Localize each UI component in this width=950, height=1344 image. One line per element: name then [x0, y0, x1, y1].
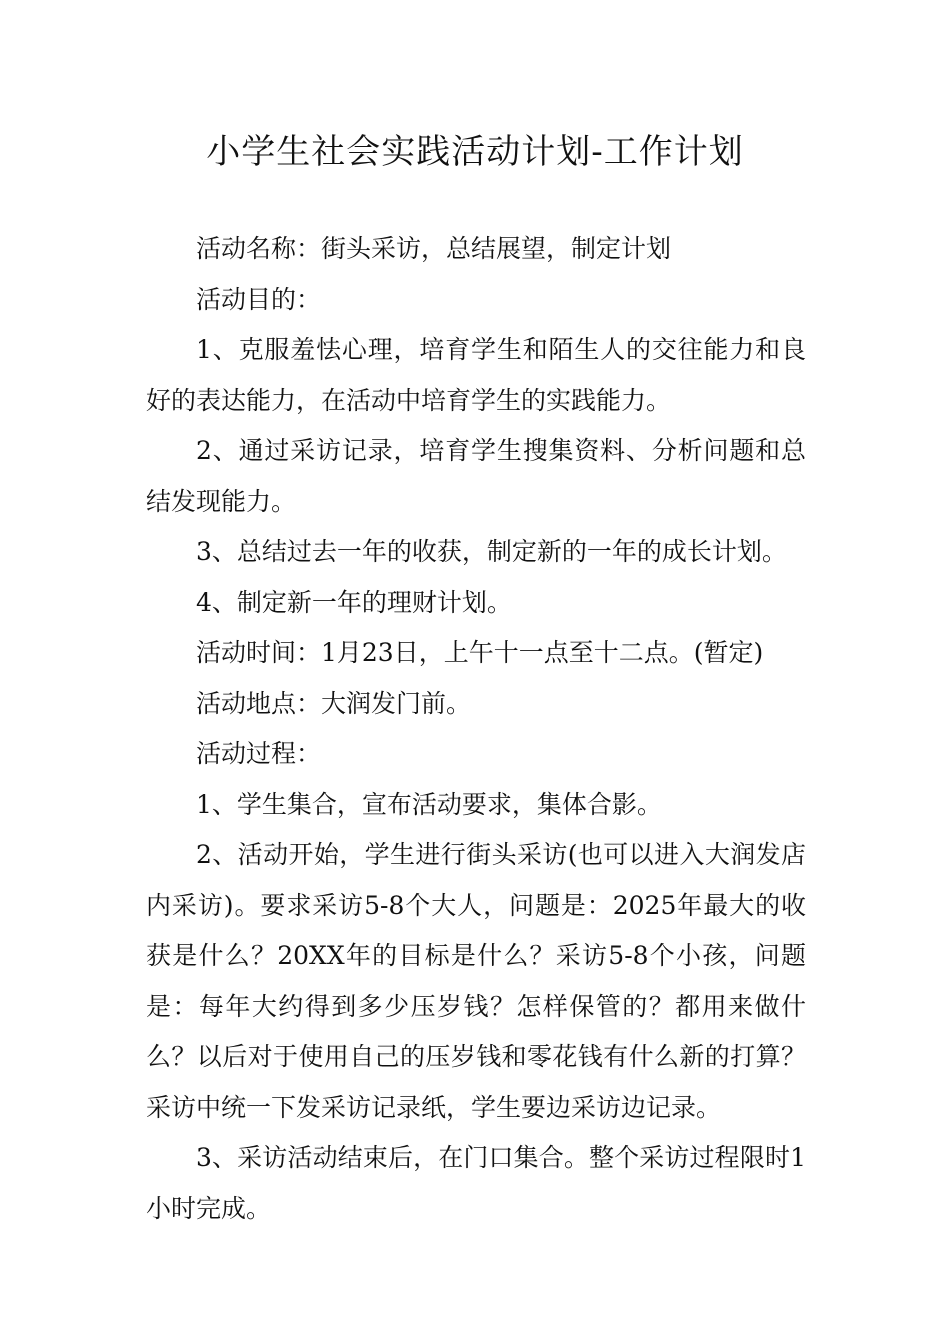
paragraph-purpose-3: 3、总结过去一年的收获，制定新的一年的成长计划。: [196, 537, 787, 566]
paragraph-purpose-1: 1、克服羞怯心理，培育学生和陌生人的交往能力和良好的表达能力，在活动中培育学生的实践能力。: [146, 335, 806, 415]
paragraph-activity-process-heading: 活动过程：: [196, 739, 322, 768]
paragraph-process-3: 3、采访活动结束后，在门口集合。整个采访过程限时1小时完成。: [146, 1143, 806, 1223]
paragraph-activity-purpose-heading: 活动目的：: [196, 284, 322, 314]
paragraph-purpose-4: 4、制定新一年的理财计划。: [196, 587, 512, 617]
paragraph-activity-location: 活动地点：大润发门前。: [196, 688, 472, 718]
paragraph-purpose-2: 2、通过采访记录，培育学生搜集资料、分析问题和总结发现能力。: [146, 436, 806, 516]
paragraph-activity-name: 活动名称：街头采访，总结展望，制定计划: [196, 234, 672, 263]
paragraph-activity-time: 活动时间：1月23日，上午十一点至十二点。(暂定): [196, 638, 764, 667]
document-body: [146, 224, 806, 1234]
paragraph-process-1: 1、学生集合，宣布活动要求，集体合影。: [196, 789, 662, 819]
document-title: 小学生社会实践活动计划-工作计划: [206, 132, 744, 172]
paragraph-process-2: 2、活动开始，学生进行街头采访(也可以进入大润发店内采访)。要求采访5-8个大人，问题是：2025年最大的收获是什么？20XX年的目标是什么？采访5-8个小孩，问题是：每年大约得到多少压岁钱？怎样保管的？都用来做什么？以后对于使用自己的压岁钱和零花钱有什么新的打算？采访中统一下发采访记录纸，学生要边采访边记录。: [146, 840, 806, 1122]
